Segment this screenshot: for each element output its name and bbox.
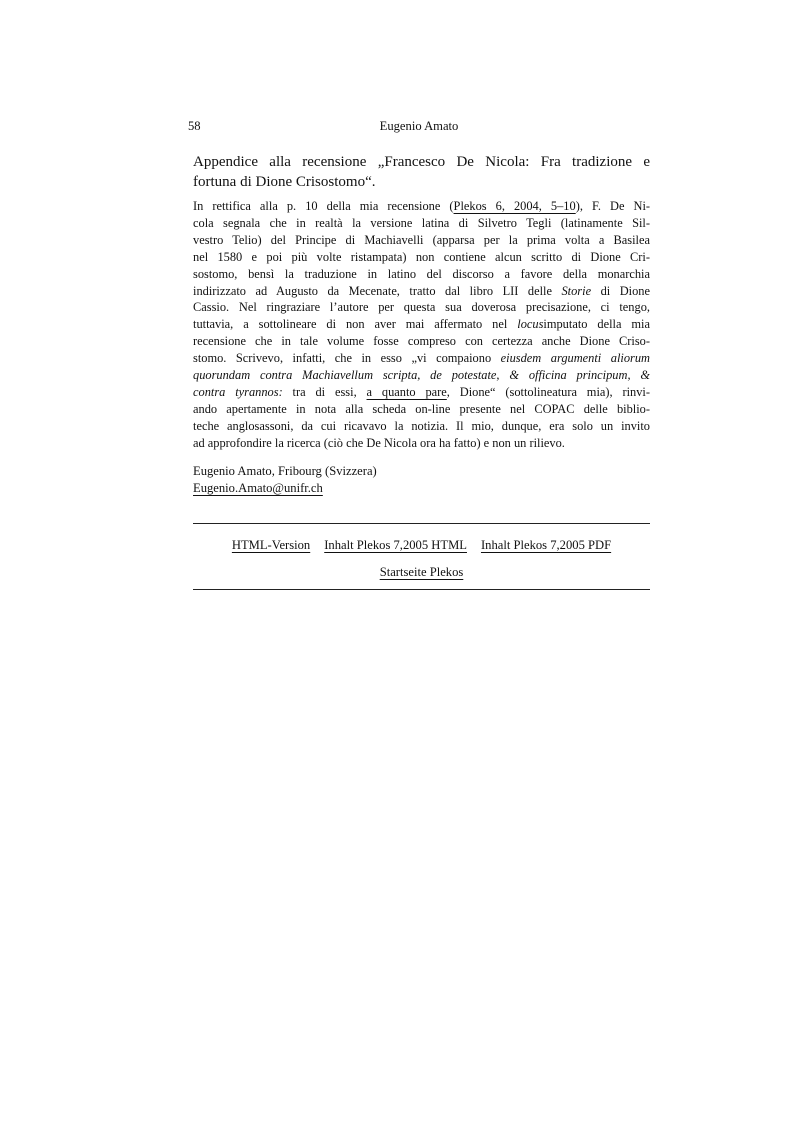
text-segment: ando apertamente in nota alla scheda on-line presente nel COPAC delle biblio-: [193, 401, 650, 416]
signature-author: Eugenio Amato, Fribourg (Svizzera): [193, 464, 377, 478]
startseite-plekos-link[interactable]: Startseite Plekos: [379, 565, 464, 579]
text-segment: vestro Telio) del Principe di Machiavelli (apparsa per la prima volta a Basilea: [193, 232, 650, 247]
paragraph-line: [193, 350, 650, 367]
running-header-author: Eugenio Amato: [379, 119, 459, 133]
text-segment: , Dione“ (sottolineatura mia), rinvi-: [446, 384, 650, 399]
inhalt-plekos-pdf-link[interactable]: Inhalt Plekos 7,2005 PDF: [480, 538, 612, 552]
plekos-6-2004-link[interactable]: Plekos 6, 2004, 5–10: [453, 199, 576, 213]
article-title-line: fortuna di Dione Crisostomo“.: [193, 173, 376, 190]
text-segment: ad approfondire la ricerca (ciò che De Nicola ora ha fatto) e non un rilievo.: [193, 435, 565, 450]
footer-divider-bottom: [193, 589, 650, 590]
paragraph-line: [193, 283, 650, 300]
text-segment: In rettifica alla p. 10 della mia recensione (: [193, 199, 454, 213]
text-segment: tra di essi,: [282, 384, 367, 399]
text-segment: teche anglosassoni, da cui ricavavo la notizia. Il mio, dunque, era solo un invito: [193, 418, 650, 433]
paragraph-line: [193, 232, 650, 249]
text-segment: nel 1580 e poi più volte ristampata) non contiene alcun scritto di Dione Cri-: [193, 249, 650, 264]
text-segment: ), F. De Ni-: [575, 199, 651, 213]
footer-links-row: [193, 537, 650, 553]
text-segment: sostomo, bensì la traduzione in latino del discorso a favore della monarchia: [193, 266, 650, 281]
text-segment: indirizzato ad Augusto da Mecenate, tratto dal libro LII delle: [193, 283, 562, 298]
text-segment: contra tyrannos:: [193, 384, 283, 399]
html-version-link[interactable]: HTML-Version: [231, 538, 311, 552]
text-segment: locus: [517, 317, 544, 332]
paragraph-line: [193, 299, 650, 316]
paragraph-line: [193, 266, 650, 283]
text-segment: eiusdem argumenti aliorum: [500, 351, 650, 366]
paragraph-line: [193, 249, 650, 266]
text-segment: Storie: [561, 283, 592, 298]
paragraph-line: [193, 316, 650, 333]
article-title: [193, 153, 650, 192]
text-segment: tuttavia, a sottolineare di non aver mai affermato nel: [193, 317, 518, 332]
text-segment: di Dione: [591, 283, 650, 298]
paragraph-line: [193, 435, 650, 452]
text-segment: recensione che in tale volume fosse compreso con certezza anche Dione Criso-: [193, 334, 650, 349]
footer-divider-top: [193, 523, 650, 524]
paragraph-line: [193, 367, 650, 384]
paragraph-line: [193, 198, 650, 215]
running-header: [188, 118, 650, 136]
paragraph-line: [193, 401, 650, 418]
paragraph-line: [193, 418, 650, 435]
text-segment: a quanto pare: [366, 384, 447, 399]
article-title-line: Appendice alla recensione „Francesco De Nicola: Fra tradizione e: [193, 154, 650, 170]
text-segment: Cassio. Nel ringraziare l’autore per questa sua doverosa precisazione, ci tengo,: [193, 300, 650, 315]
article-paragraph: [193, 198, 650, 452]
text-segment: stomo. Scrivevo, infatti, che in esso „vi compaiono: [193, 351, 501, 366]
paragraph-line: [193, 384, 650, 401]
paragraph-line: [193, 215, 650, 232]
page-number: 58: [188, 119, 201, 133]
inhalt-plekos-html-link[interactable]: Inhalt Plekos 7,2005 HTML: [324, 538, 467, 552]
signature-block: [193, 463, 650, 498]
text-segment: imputato della mia: [543, 317, 651, 332]
text-segment: quorundam contra Machiavellum scripta, de potestate, & officina principum, &: [193, 368, 650, 383]
email-link[interactable]: Eugenio.Amato@unifr.ch: [193, 481, 323, 496]
text-segment: cola segnala che in realtà la versione latina di Silvetro Tegli (latinamente Sil-: [193, 215, 650, 230]
paragraph-line: [193, 333, 650, 350]
